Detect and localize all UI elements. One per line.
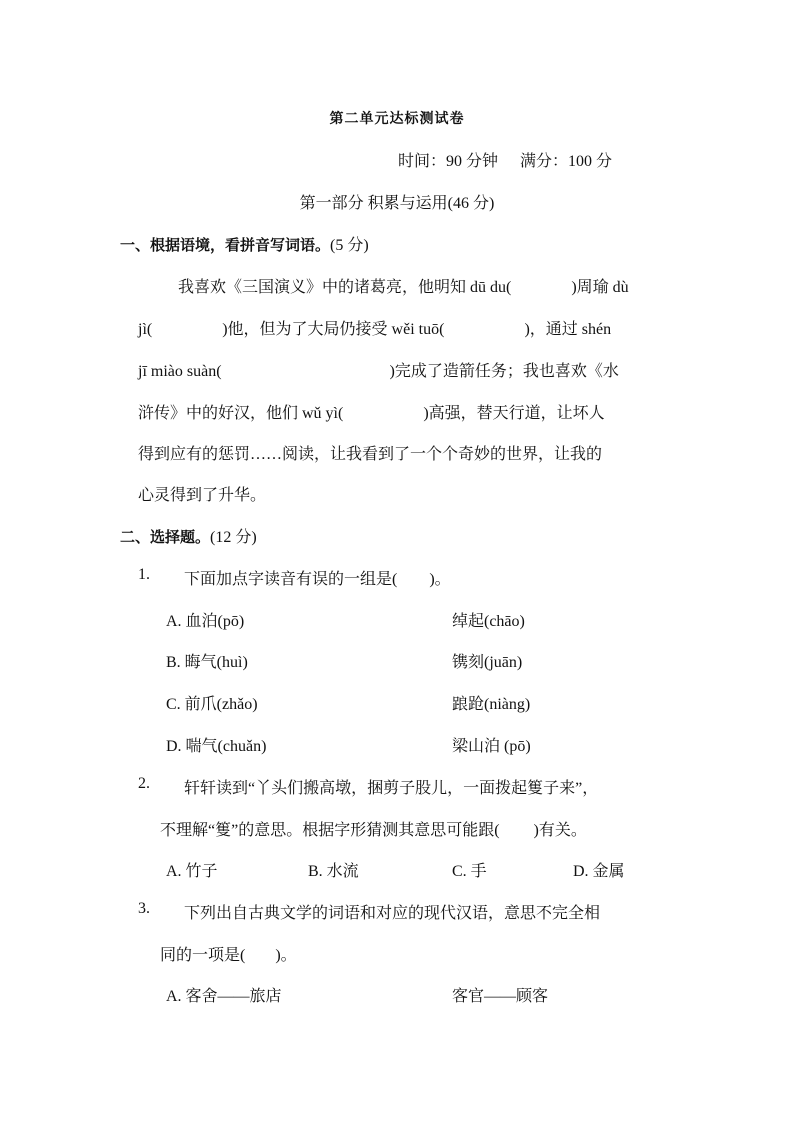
exam-time: 时间：90 分钟 bbox=[398, 153, 499, 170]
q3-option-a-pair: 客官——顾客 bbox=[452, 988, 549, 1005]
time-info bbox=[398, 148, 612, 171]
question-2-line-1: 轩轩读到“丫头们搬高墩，捆剪子股儿，一面拨起篗子来”， bbox=[184, 780, 599, 797]
section1-points: (5 分) bbox=[330, 237, 369, 254]
section2-heading bbox=[120, 524, 257, 547]
q1-option-c-pair: 踉跄(niàng) bbox=[452, 696, 531, 713]
q2-option-d[interactable]: D. 金属 bbox=[573, 863, 625, 880]
question-2-line-2: 不理解“篗”的意思。根据字形猜测其意思可能跟( )有关。 bbox=[160, 822, 587, 839]
section1-line-2: jì( )他，但为了大局仍接受 wěi tuō( )，通过 shén bbox=[138, 321, 612, 338]
question-1-text: 下面加点字读音有误的一组是( )。 bbox=[184, 571, 451, 588]
section1-line-4: 浒传》中的好汉，他们 wǔ yì( )高强，替天行道，让坏人 bbox=[138, 405, 605, 422]
part-heading: 第一部分 积累与运用(46 分) bbox=[299, 195, 495, 212]
q1-option-d[interactable]: D. 喘气(chuǎn) bbox=[166, 738, 267, 755]
q2-option-b[interactable]: B. 水流 bbox=[308, 863, 359, 880]
section1-line-5: 得到应有的惩罚……阅读，让我看到了一个个奇妙的世界，让我的 bbox=[138, 446, 603, 463]
q2-option-a[interactable]: A. 竹子 bbox=[166, 863, 218, 880]
section1-line-6: 心灵得到了升华。 bbox=[138, 487, 267, 504]
page-title: 第二单元达标测试卷 bbox=[329, 112, 465, 127]
q1-option-b-pair: 镌刻(juān) bbox=[452, 654, 523, 671]
question-3-line-1: 下列出自古典文学的词语和对应的现代汉语，意思不完全相 bbox=[184, 905, 601, 922]
section1-heading bbox=[120, 232, 369, 255]
section1-line-3: jī miào suàn( )完成了造箭任务；我也喜欢《水 bbox=[138, 363, 619, 380]
section2-title: 二、选择题。 bbox=[120, 528, 211, 546]
section2-points: (12 分) bbox=[210, 529, 257, 546]
q1-option-c[interactable]: C. 前爪(zhǎo) bbox=[166, 696, 258, 713]
q2-option-c[interactable]: C. 手 bbox=[452, 863, 487, 880]
section1-line-1: 我喜欢《三国演义》中的诸葛亮，他明知 dū du( )周瑜 dù bbox=[178, 279, 629, 296]
q1-option-a[interactable]: A. 血泊(pō) bbox=[166, 613, 245, 630]
question-number: 2. bbox=[138, 775, 150, 792]
q1-option-a-pair: 绰起(chāo) bbox=[452, 613, 525, 630]
section1-title: 一、根据语境，看拼音写词语。 bbox=[120, 236, 331, 254]
question-3-line-2: 同的一项是( )。 bbox=[160, 947, 297, 964]
q3-option-a[interactable]: A. 客舍——旅店 bbox=[166, 988, 282, 1005]
q1-option-d-pair: 梁山泊 (pō) bbox=[452, 738, 531, 755]
question-number: 1. bbox=[138, 566, 150, 583]
full-score: 满分：100 分 bbox=[520, 153, 613, 170]
question-number: 3. bbox=[138, 900, 150, 917]
q1-option-b[interactable]: B. 晦气(huì) bbox=[166, 654, 248, 671]
